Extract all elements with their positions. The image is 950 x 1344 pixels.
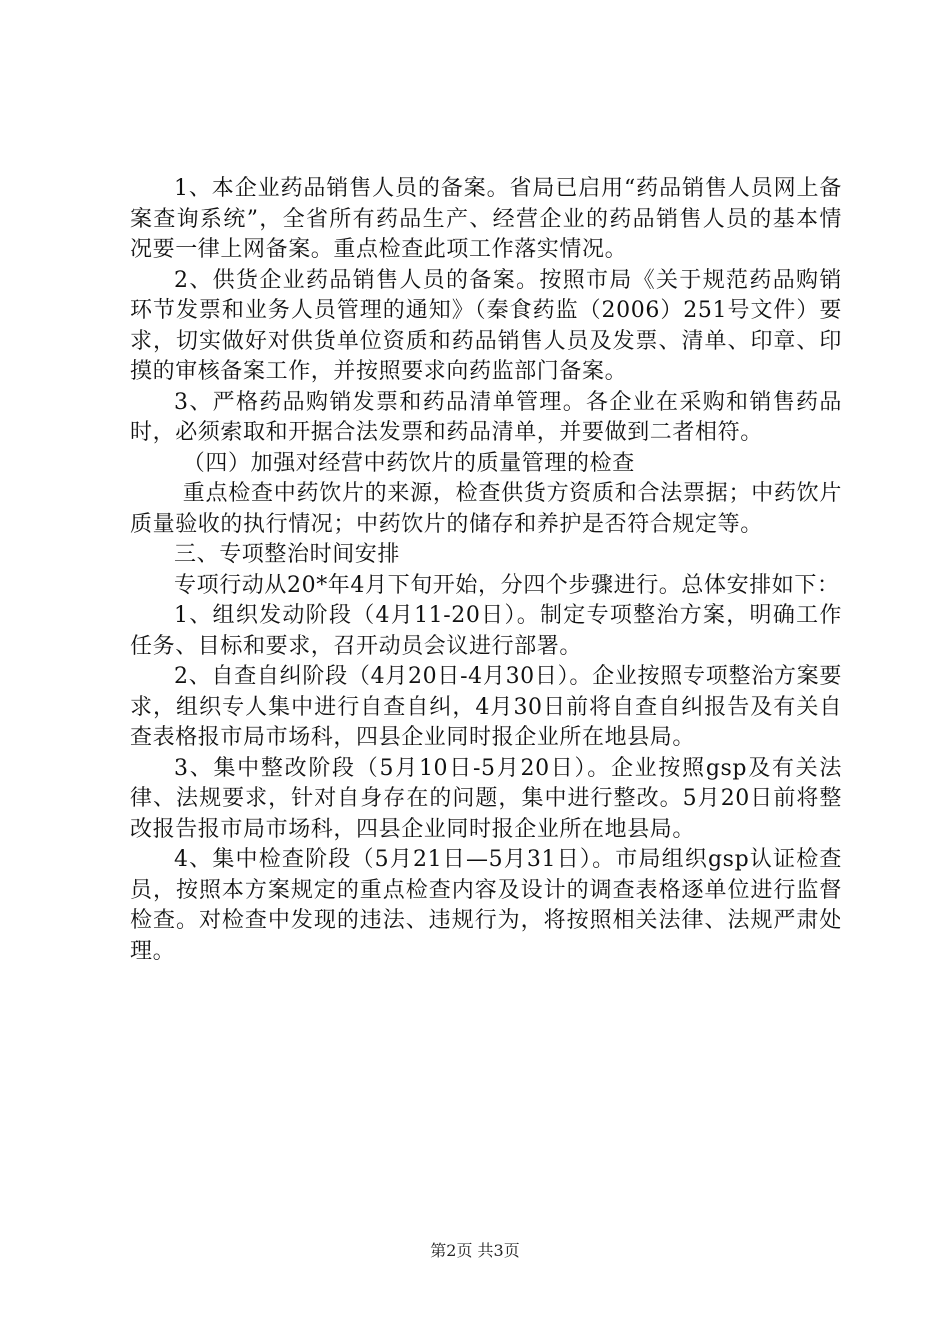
paragraph-seller-registration: 1、本企业药品销售人员的备案。省局已启用“药品销售人员网上备案查询系统”，全省所有药品生产、经营企业的药品销售人员的基本情况要一律上网备案。重点检查此项工作落实情况。 <box>130 176 842 262</box>
section-heading-schedule: 三、专项整治时间安排 <box>174 542 401 567</box>
paragraph-stage-self-check: 2、自查自纠阶段（4月20日-4月30日）。企业按照专项整治方案要求，组织专人集中进行自查自纠，4月30日前将自查自纠报告及有关自查表格报市局市场科，四县企业同时报企业所在地县局。 <box>130 664 842 750</box>
paragraph-invoice-management: 3、严格药品购销发票和药品清单管理。各企业在采购和销售药品时，必须索取和开据合法发票和药品清单，并要做到二者相符。 <box>130 389 842 445</box>
paragraph-herbal-pieces-check: 重点检查中药饮片的来源，检查供货方资质和合法票据；中药饮片质量验收的执行情况；中药饮片的储存和养护是否符合规定等。 <box>130 481 842 537</box>
paragraph-stage-inspection: 4、集中检查阶段（5月21日—5月31日）。市局组织gsp认证检查员，按照本方案规定的重点检查内容及设计的调查表格逐单位进行监督检查。对检查中发现的违法、违规行为，将按照相关法律、法规严肃处理。 <box>130 847 842 964</box>
page-number-footer: 第2页 共3页 <box>430 1241 520 1260</box>
paragraph-stage-mobilization: 1、组织发动阶段（4月11-20日）。制定专项整治方案，明确工作任务、目标和要求，召开动员会议进行部署。 <box>130 603 842 659</box>
paragraph-stage-rectification: 3、集中整改阶段（5月10日-5月20日）。企业按照gsp及有关法律、法规要求，针对自身存在的问题，集中进行整改。5月20日前将整改报告报市局市场科，四县企业同时报企业所在地县局。 <box>130 755 842 842</box>
section-heading-herbal-pieces: （四）加强对经营中药饮片的质量管理的检查 <box>182 450 635 476</box>
paragraph-supplier-registration: 2、供货企业药品销售人员的备案。按照市局《关于规范药品购销环节发票和业务人员管理的通知》（秦食药监（2006）251号文件）要求，切实做好对供货单位资质和药品销售人员及发票、清单、印章、印摸的审核备案工作，并按照要求向药监部门备案。 <box>130 267 842 384</box>
document-body <box>130 174 842 967</box>
paragraph-schedule-overview: 专项行动从20*年4月下旬开始，分四个步骤进行。总体安排如下： <box>174 572 840 598</box>
